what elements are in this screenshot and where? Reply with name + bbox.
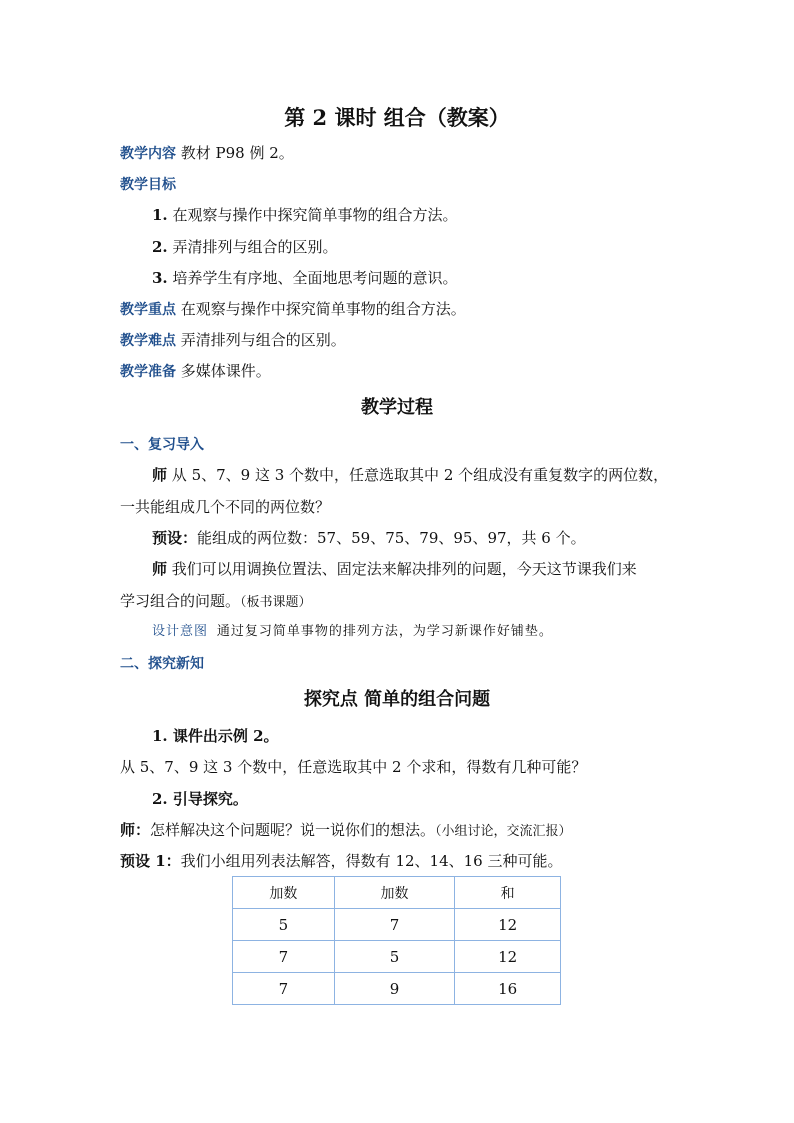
table-cell: 7 [233,973,335,1005]
design-intent-label: 设计意图 [152,624,209,639]
table-cell: 5 [233,909,335,941]
board-note: （板书课题） [240,595,312,610]
teacher-question-text: 怎样解决这个问题呢？说一说你们的想法。 [150,821,436,839]
preset-label: 预设： [152,529,198,547]
sum-table [232,876,561,1005]
teaching-content-text: 教材 P98 例 2。 [180,144,294,162]
section1-preset [152,528,586,548]
teacher-text-line1: 我们可以用调换位置法、固定法来解决排列的问题，今天这节课我们来 [171,560,637,578]
section2-heading: 二、探究新知 [120,656,204,672]
teacher-label: 师： [120,821,151,839]
preset-text: 能组成的两位数：57、59、75、79、95、97，共 6 个。 [197,529,586,547]
design-intent [152,622,553,642]
preset1 [120,851,562,871]
teaching-difficulty-text: 弄清排列与组合的区别。 [180,331,346,349]
teacher-label: 师 [152,560,168,578]
section1-heading: 一、复习导入 [120,437,204,453]
discussion-note: （小组讨论，交流汇报） [435,824,572,839]
step2-label: 2. 引导探究。 [152,790,248,808]
teaching-content-label: 教学内容 [120,146,176,162]
preset1-label: 预设 1： [120,852,181,870]
section1-question [152,465,668,485]
teacher-text-line2: 学习组合的问题。 [120,592,241,610]
teaching-key-label: 教学重点 [120,302,176,318]
teaching-prep [120,361,271,382]
table-cell: 7 [233,941,335,973]
teaching-goal-heading [120,174,176,195]
table-row [233,973,561,1005]
table-header-cell: 加数 [233,877,335,909]
preset1-text: 我们小组用列表法解答，得数有 12、14、16 三种可能。 [180,852,563,870]
goal-number: 3. [152,269,168,287]
table-cell: 16 [455,973,561,1005]
teacher-question [120,820,572,842]
section1-teacher [152,559,637,579]
process-title: 教学过程 [361,397,433,418]
teaching-prep-text: 多媒体课件。 [180,362,271,380]
table-cell: 7 [334,909,454,941]
goal-item-1 [152,205,457,225]
goal-number: 1. [152,206,168,224]
question-text-line1: 从 5、7、9 这 3 个数中，任意选取其中 2 个组成没有重复数字的两位数， [171,466,669,484]
section1-teacher-cont [120,591,312,613]
section1-question-cont: 一共能组成几个不同的两位数？ [120,498,331,516]
goal-text: 弄清排列与组合的区别。 [172,238,338,256]
goal-text: 在观察与操作中探究简单事物的组合方法。 [172,206,458,224]
table-cell: 12 [455,909,561,941]
table-row [233,941,561,973]
teacher-label: 师 [152,466,168,484]
teaching-difficulty-label: 教学难点 [120,333,176,349]
step1-label: 1. 课件出示例 2。 [152,727,279,745]
page-title: 第 2 课时 组合（教案） [284,105,510,130]
table-header-cell: 和 [455,877,561,909]
table-cell: 9 [334,973,454,1005]
section2-subheading: 探究点 简单的组合问题 [303,689,491,710]
teaching-content [120,143,294,164]
table-header-cell: 加数 [334,877,454,909]
table-cell: 12 [455,941,561,973]
goal-text: 培养学生有序地、全面地思考问题的意识。 [172,269,458,287]
design-intent-text: 通过复习简单事物的排列方法，为学习新课作好铺垫。 [216,624,553,639]
teaching-goal-label: 教学目标 [120,177,176,193]
goal-item-3 [152,268,457,288]
table-cell: 5 [334,941,454,973]
teaching-prep-label: 教学准备 [120,364,176,380]
goal-number: 2. [152,238,168,256]
table-row [233,909,561,941]
step1-text: 从 5、7、9 这 3 个数中，任意选取其中 2 个求和，得数有几种可能？ [120,758,587,776]
teaching-key-text: 在观察与操作中探究简单事物的组合方法。 [180,300,466,318]
table-header-row [233,877,561,909]
teaching-key [120,299,466,320]
teaching-difficulty [120,330,346,351]
goal-item-2 [152,237,337,257]
